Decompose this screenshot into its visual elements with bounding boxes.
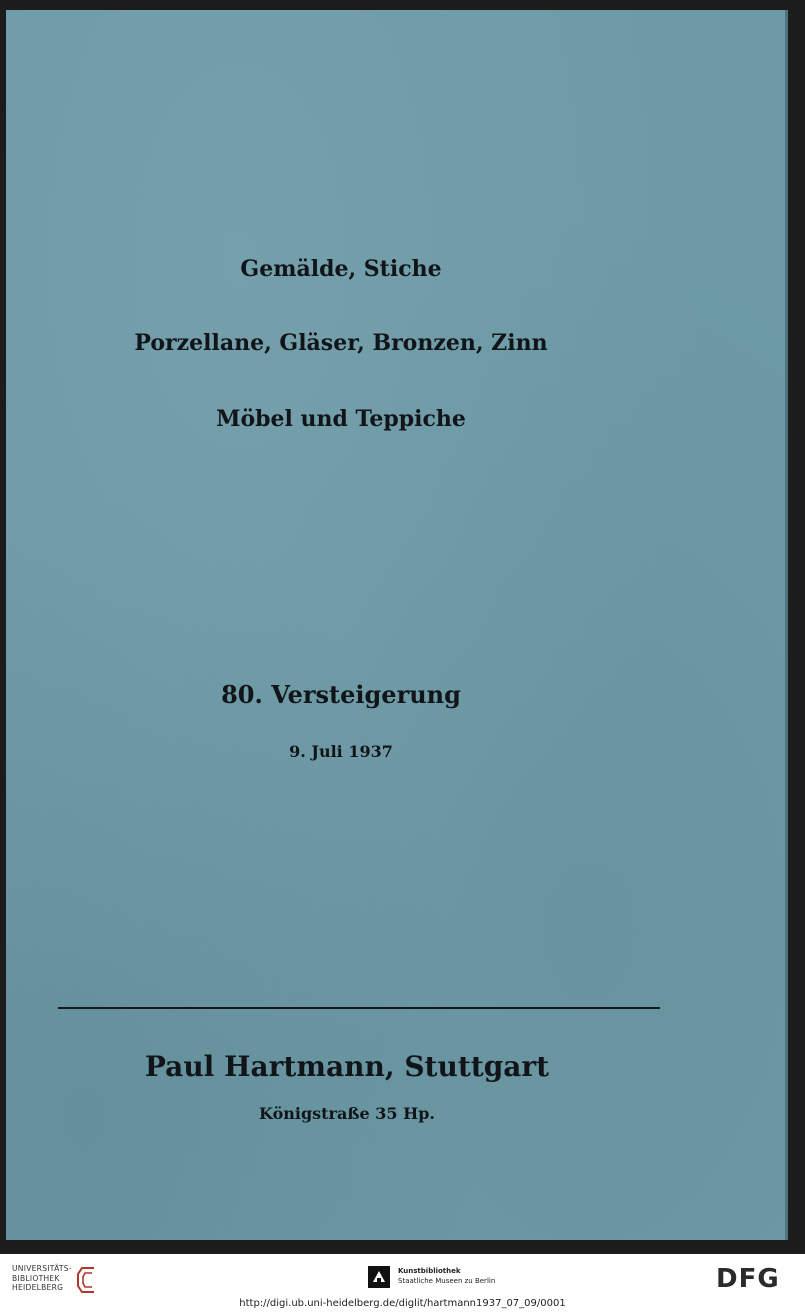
kunstbibliothek-logo[interactable] [368, 1264, 528, 1294]
heidelberg-c-logo-icon [74, 1265, 98, 1295]
dfg-logo[interactable]: DFG [716, 1264, 780, 1294]
kunstbibliothek-logo-icon [368, 1266, 390, 1288]
permalink-url[interactable]: http://digi.ub.uni-heidelberg.de/diglit/hartmann1937_07_09/0001 [239, 1298, 566, 1309]
cover-line-porcelain: Porzellane, Gläser, Bronzen, Zinn [134, 330, 548, 356]
cover-address: Königstraße 35 Hp. [259, 1104, 435, 1123]
cover-divider [58, 1007, 660, 1009]
library-name-line: BIBLIOTHEK [12, 1273, 60, 1283]
kunstbibliothek-subtitle: Staatliche Museen zu Berlin [398, 1277, 496, 1285]
cover-line-furniture: Möbel und Teppiche [216, 406, 466, 432]
cover-publisher: Paul Hartmann, Stuttgart [144, 1050, 550, 1083]
university-library-name [12, 1264, 72, 1293]
cover-line-paintings: Gemälde, Stiche [240, 256, 442, 282]
cover-auction-number: 80. Versteigerung [221, 680, 461, 709]
library-name-line: UNIVERSITÄTS- [12, 1264, 72, 1273]
library-name-line: HEIDELBERG [12, 1283, 64, 1292]
catalog-cover [6, 10, 788, 1240]
cover-auction-date: 9. Juli 1937 [289, 742, 393, 761]
kunstbibliothek-title: Kunstbibliothek [398, 1267, 461, 1275]
footer-bar [0, 1254, 805, 1312]
university-library-logo[interactable] [12, 1264, 122, 1296]
